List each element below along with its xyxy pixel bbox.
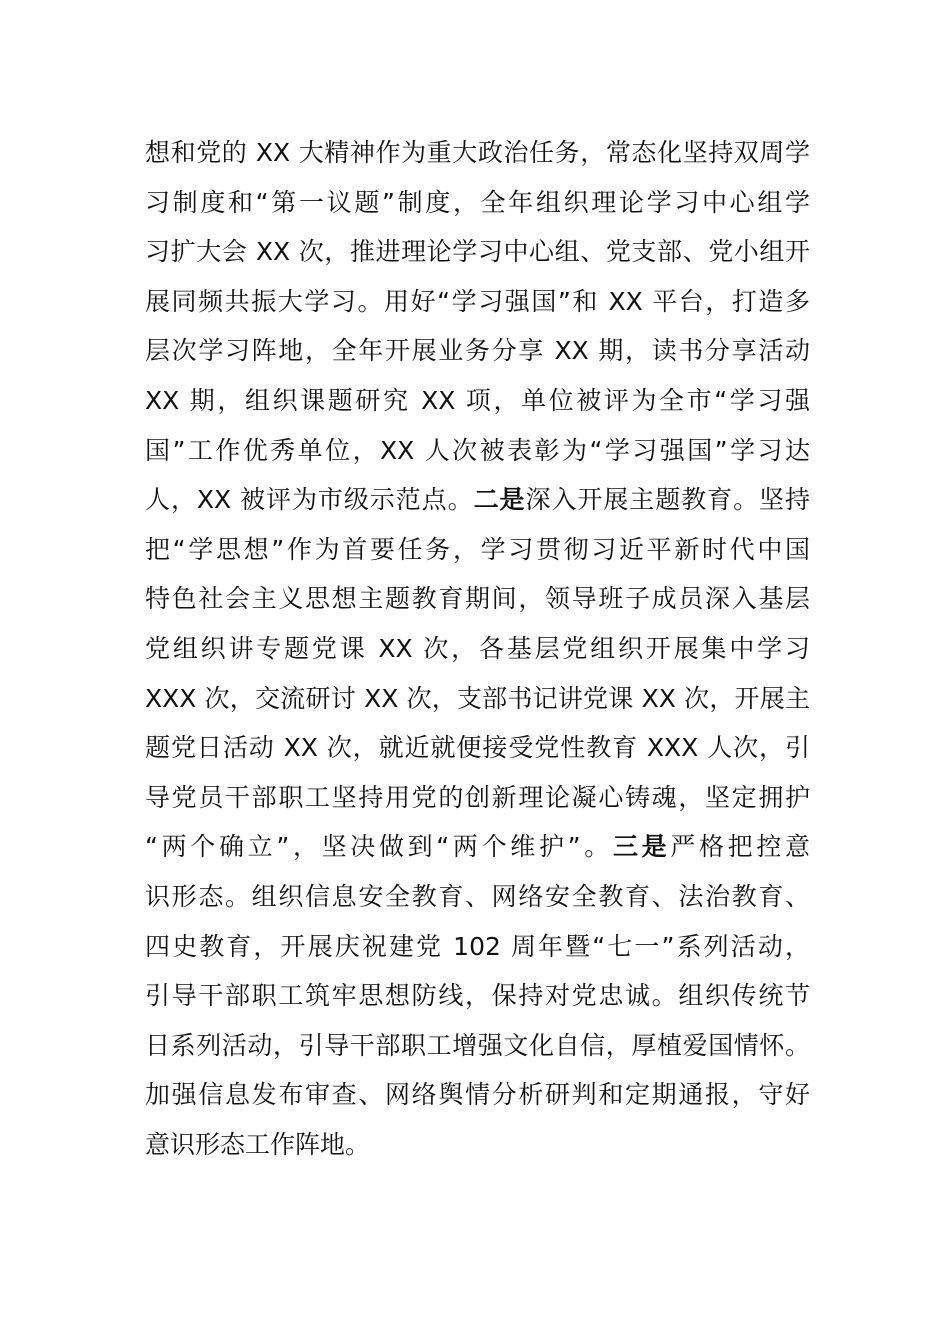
text-segment: 引导干部职工筑牢思想防线，保持对党忠诚。组织传统节 [145, 981, 810, 1011]
text-segment: 层次学习阵地，全年开展业务分享 XX 期，读书分享活动 [145, 336, 810, 366]
text-segment: 展同频共振大学习。用好“学习强国”和 XX 平台，打造多 [145, 286, 810, 316]
text-segment: 党组织讲专题党课 XX 次，各基层党组织开展集中学习 [145, 633, 810, 663]
text-line [145, 525, 810, 575]
text-line [145, 971, 810, 1021]
text-segment: 特色社会主义思想主题教育期间，领导班子成员深入基层 [145, 584, 810, 614]
text-line [145, 128, 810, 178]
text-line [145, 822, 810, 872]
text-line [145, 674, 810, 724]
text-segment: 导党员干部职工坚持用党的创新理论凝心铸魂，坚定拥护 [145, 782, 810, 812]
text-line [145, 376, 810, 426]
text-line [145, 872, 810, 922]
text-segment: 题党日活动 XX 次，就近就便接受党性教育 XXX 人次，引 [145, 733, 810, 763]
text-segment: 严格把控意 [670, 832, 810, 862]
text-segment: 日系列活动，引导干部职工增强文化自信，厚植爱国情怀。 [145, 1030, 810, 1060]
text-line [145, 1120, 810, 1170]
text-line [145, 1021, 810, 1071]
text-segment: “两个确立”，坚决做到“两个维护”。 [145, 832, 613, 862]
text-segment: 习制度和“第一议题”制度，全年组织理论学习中心组学 [145, 187, 810, 217]
text-line [145, 574, 810, 624]
text-segment: 想和党的 XX 大精神作为重大政治任务，常态化坚持双周学 [145, 138, 810, 167]
text-segment: 国”工作优秀单位，XX 人次被表彰为“学习强国”学习达 [145, 435, 810, 465]
emphasis-text: 三是 [612, 832, 671, 862]
text-segment: 习扩大会 XX 次，推进理论学习中心组、党支部、党小组开 [145, 237, 810, 267]
text-segment: 识形态。组织信息安全教育、网络安全教育、法治教育、 [145, 881, 810, 911]
text-line [145, 723, 810, 773]
text-line [145, 624, 810, 674]
text-line [145, 326, 810, 376]
text-line [145, 178, 810, 228]
text-segment: XXX 次，交流研讨 XX 次，支部书记讲党课 XX 次，开展主 [145, 683, 810, 713]
text-segment: 把“学思想”作为首要任务，学习贯彻习近平新时代中国 [145, 534, 810, 564]
text-segment: 深入开展主题教育。坚持 [525, 485, 810, 515]
emphasis-text: 二是 [473, 485, 526, 515]
text-line [145, 277, 810, 327]
text-segment: 人，XX 被评为市级示范点。 [145, 485, 474, 515]
text-line [145, 426, 810, 476]
text-line [145, 922, 810, 972]
body-paragraph [145, 128, 810, 1169]
text-line [145, 1070, 810, 1120]
text-line [145, 227, 810, 277]
text-segment: XX 期，组织课题研究 XX 项，单位被评为全市“学习强 [145, 385, 810, 415]
text-segment: 意识形态工作阵地。 [145, 1129, 371, 1159]
text-segment: 四史教育，开展庆祝建党 102 周年暨“七一”系列活动， [145, 931, 810, 961]
text-line [145, 475, 810, 525]
text-segment: 加强信息发布审查、网络舆情分析研判和定期通报，守好 [145, 1080, 810, 1110]
text-line [145, 773, 810, 823]
